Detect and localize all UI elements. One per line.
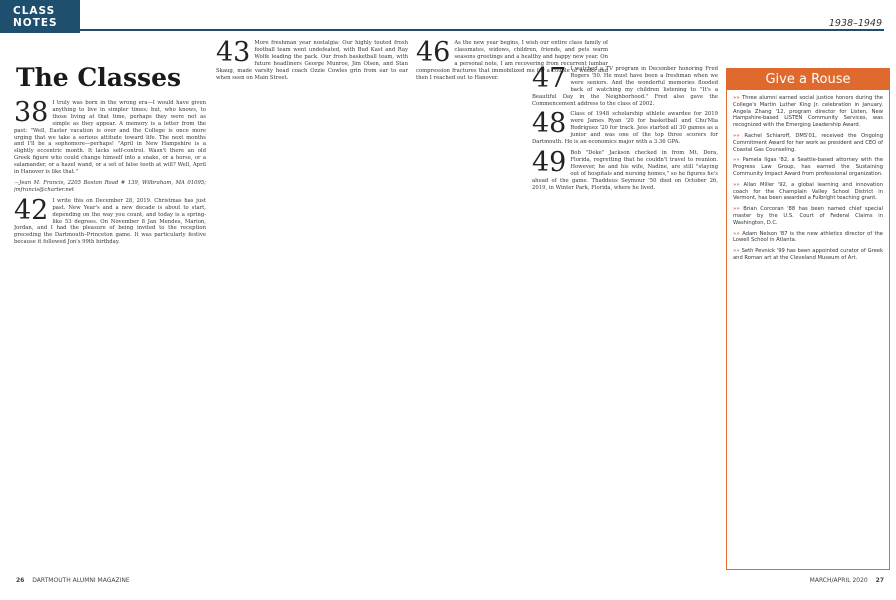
issue-date: MARCH/APRIL 2020 [809, 577, 868, 584]
column-2 [216, 40, 408, 570]
arrow-icon: »» [733, 230, 743, 237]
section-banner [0, 0, 80, 33]
section-label: CLASS NOTES [13, 4, 58, 29]
entry-text: Bob "Deke" Jackson checked in from Mt. Dora, Florida, regretting that he couldn't travel to reunion. However, he and his wife, Nadine, are still "staying out of hospitals and nursing homes," so he figures he's ahead of the game. Thaddeus Seymour '50 died on October 26, 2019, in Winter Park, Florida, where he lived. [532, 149, 718, 191]
left-page-number: 26 [16, 577, 25, 584]
header-rule [80, 29, 884, 31]
class-entry [532, 66, 718, 107]
arrow-icon: »» [733, 181, 744, 188]
page-title: The Classes [16, 63, 182, 92]
class-entry [532, 108, 718, 146]
column-1 [14, 100, 206, 570]
entry-signature: —Jean M. Francis, 2205 Boston Road # 139, Wilbraham, MA 01095; jmfrancis@charter.net [14, 179, 206, 193]
give-item: »» Allan Miller '92, a global learning and innovation coach for the Champlain Valley School District in Vermont, has been awarded a Fulbright teaching grant. [733, 181, 883, 202]
give-item: »» Rachel Schiaroff, DMS'01, received the Ongoing Commitment Award for her work as president and CEO of Coastal Gas Counseling. [733, 132, 883, 153]
give-item: »» Brian Corcoran '88 has been named chief special master by the U.S. Court of Federal Claims in Washington, D.C. [733, 206, 883, 226]
class-entry [14, 194, 206, 246]
footer-left [16, 577, 130, 584]
footer-right [810, 577, 884, 584]
entry-text: I truly was born in the wrong era—I would have given anything to live in simpler times; but, who knows, to those living at that time, perhaps they were not as simple as they appear. A memory is a letter from the past: "Well, Easter vacation is over and the College is once more urging that we take a serious attitude toward life. The next months and I'll be a sophomore—perhaps! "April in New Hampshire is a slightly eccentric month. It lacks self-control. Wasn't there an old Greek figure who could change himself into a snake, or a horse, or a salamander, or a hazel wand, or a set of false teeth at will? Well, April in Hanover is like that." [14, 100, 206, 176]
give-item: »» Pamela Ilgas '82, a Seattle-based attorney with the Progress Law Group, has earned the Sustaining Community Impact Award from professional organization. [733, 157, 884, 177]
right-page-number: 27 [875, 577, 884, 584]
years-range: 1938–1949 [828, 18, 882, 29]
arrow-icon: »» [733, 248, 742, 255]
arrow-icon: »» [733, 157, 743, 164]
class-year: 47 [532, 66, 567, 94]
give-a-rouse-box [726, 68, 890, 570]
column-4 [532, 66, 718, 570]
give-body [727, 90, 889, 271]
class-year: 46 [416, 40, 451, 68]
give-title: Give a Rouse [727, 69, 889, 90]
page-footer [16, 574, 884, 588]
give-item: »» Adam Nelson '87 is the new athletics director of the Lowell School in Atlanta. [733, 230, 883, 244]
entry-text: I write this on December 28, 2019. Christmas has just past. New Year's and a new decade is about to start, depending on the way you count, and today is a spring-like 53 degrees. On November 8 Jan Mendes, Marion, Jordan, and I had the pleasure of being invited to the reception preceding the Dartmouth–Princeton game. It was particularly festive because it followed Jon's 99th birthday. [14, 197, 206, 246]
magazine-name: DARTMOUTH ALUMNI MAGAZINE [32, 577, 130, 584]
class-entry [14, 100, 206, 194]
entry-text: I watched a TV program in December honoring Fred Rogers '50. He must have been a freshman when we were seniors. And the wonderful memories flooded back of watching my children listening to "It's a Beautiful Day in the Neighborhood." Fred also gave the Commencement address to the class of 2002. [532, 66, 718, 107]
class-year: 42 [14, 194, 49, 226]
class-entry [532, 146, 718, 191]
class-entry [216, 40, 408, 81]
class-year: 43 [216, 40, 251, 68]
class-year: 38 [14, 100, 49, 128]
class-year: 48 [532, 108, 567, 140]
entry-text: As the new year begins, I wish our entire class family of classmates, widows, children, friends, and pets warm seasons greetings and a healthy and happy new year. On a personal note, I am recovering from recurrent lumbar compression fractures that immobilized me for a couple of weeks and then I reached out to Hanover. [416, 40, 608, 81]
class-year: 49 [532, 146, 567, 178]
give-item: »» Three alumni earned social justice honors during the College's Martin Luther King Jr. celebration in January. Angela Zhang '12, program director for Listen, New Hampshire-based LISTEN Community Services, was recognized with the Emerging Leadership Award. [733, 95, 883, 129]
entry-text: Class of 1948 scholarship athlete awardee for 2019 were James Ryan '20 for basketball and Chu'Mia Rodriguez '20 for track. Jess started all 30 games as a junior and was one of the top three scorers for Dartmouth. He is an economics major with a 3.36 GPA. [532, 111, 718, 146]
entry-text: More freshman year nostalgia: Our highly touted frosh football team went undefeated, with Bud Kast and Ray Wolfe leading the pack. Our frosh basketball team, with future headliners George Munroe, Jim Olsen, and Stan Skaug, made varsity head coach Ozzie Cowles grin from ear to ear when seen on Main Street. [216, 40, 408, 81]
arrow-icon: »» [733, 206, 744, 213]
arrow-icon: »» [733, 132, 745, 139]
arrow-icon: »» [733, 95, 743, 101]
give-item: »» Seth Pevnick '99 has been appointed curator of Greek and Roman art at the Cleveland Museum of Art. [733, 248, 883, 261]
